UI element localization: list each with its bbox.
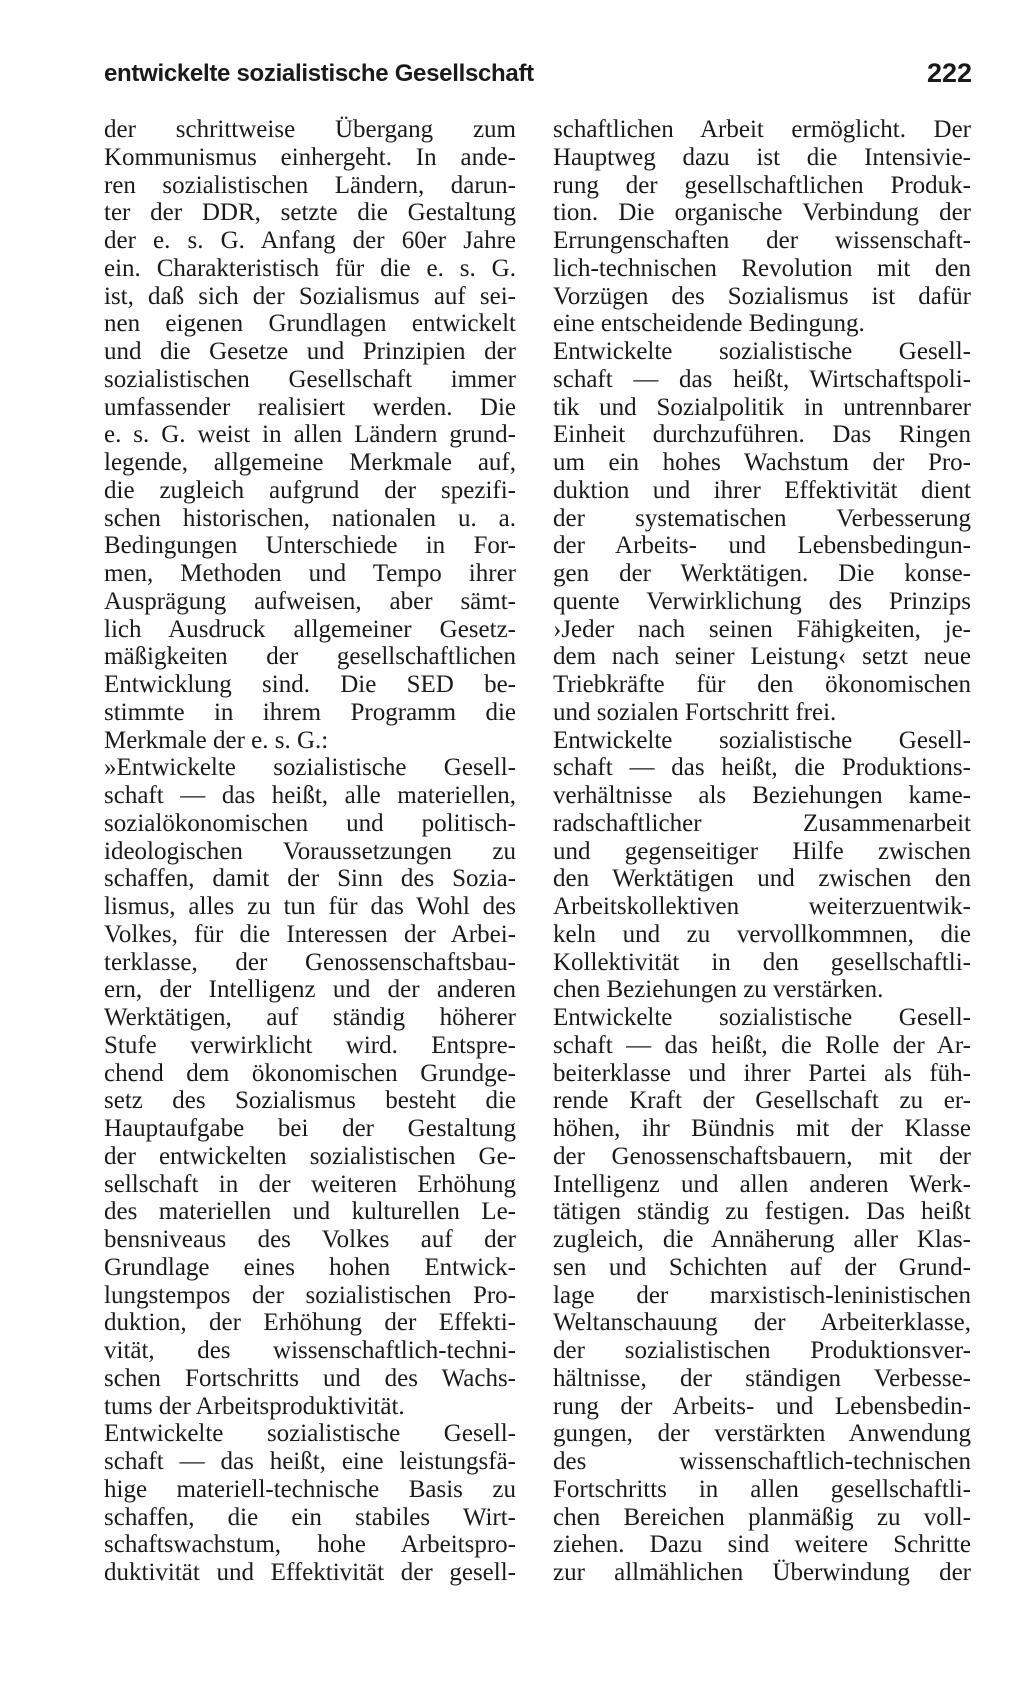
text-line: der sozialistischen Produktionsver- xyxy=(553,1337,971,1364)
text-line: des wissenschaftlich-technischen xyxy=(553,1448,971,1475)
text-line: schaft — das heißt, die Produktions- xyxy=(553,754,971,782)
left-text-column xyxy=(104,116,516,1587)
text-line: eine entscheidende Bedingung. xyxy=(553,310,865,338)
text-line: der e. s. G. Anfang der 60er Jahre xyxy=(104,227,516,254)
text-line: keln und zu vervollkommnen, die xyxy=(553,920,971,948)
text-line: tums der Arbeitsproduktivität. xyxy=(104,1392,405,1420)
text-line: der entwickelten sozialistischen Ge- xyxy=(104,1142,516,1170)
text-line: der Genossenschaftsbauern, mit der xyxy=(553,1142,971,1170)
text-line: sozialistischen Gesellschaft immer xyxy=(104,365,516,393)
text-line: Kommunismus einhergeht. In ande- xyxy=(104,143,516,171)
text-line: lismus, alles zu tun für das Wohl des xyxy=(104,893,516,920)
text-line: Kollektivität in den gesellschaftli- xyxy=(553,948,971,976)
text-line: schaftswachstum, hohe Arbeitspro- xyxy=(104,1531,516,1559)
text-line: Entwickelte sozialistische Gesell- xyxy=(553,726,971,754)
text-line: und gegenseitiger Hilfe zwischen xyxy=(553,837,971,865)
text-line: »Entwickelte sozialistische Gesell- xyxy=(104,754,516,782)
text-line: sellschaft in der weiteren Erhöhung xyxy=(104,1170,516,1198)
text-line: Entwicklung sind. Die SED be- xyxy=(104,671,516,698)
text-line: vität, des wissenschaftlich-techni- xyxy=(104,1337,516,1364)
text-line: terklasse, der Genossenschaftsbau- xyxy=(104,948,516,976)
text-line: schaft — das heißt, die Rolle der Ar- xyxy=(553,1031,971,1059)
text-line: legende, allgemeine Merkmale auf, xyxy=(104,449,516,476)
text-line: hältnisse, der ständigen Verbesse- xyxy=(553,1364,971,1392)
text-line: der systematischen Verbesserung xyxy=(553,504,971,532)
text-line: umfassender realisiert werden. Die xyxy=(104,393,516,421)
text-line: die zugleich aufgrund der spezifi- xyxy=(104,476,516,504)
text-line: Entwickelte sozialistische Gesell- xyxy=(104,1420,516,1448)
text-line: dem nach seiner Leistung‹ setzt neue xyxy=(553,643,971,671)
text-line: Volkes, für die Interessen der Arbei- xyxy=(104,920,516,948)
text-line: schen historischen, nationalen u. a. xyxy=(104,504,516,532)
text-line: men, Methoden und Tempo ihrer xyxy=(104,560,516,587)
text-line: tik und Sozialpolitik in untrennbarer xyxy=(553,393,971,421)
text-line: verhältnisse als Beziehungen kame- xyxy=(553,782,971,809)
text-line: zur allmählichen Überwindung der xyxy=(553,1559,971,1586)
text-line: lungstempos der sozialistischen Pro- xyxy=(104,1281,516,1309)
text-line: rung der gesellschaftlichen Produk- xyxy=(553,171,971,199)
text-line: bensniveaus des Volkes auf der xyxy=(104,1226,516,1253)
text-line: setz des Sozialismus besteht die xyxy=(104,1087,516,1115)
text-line: duktion und ihrer Effektivität dient xyxy=(553,476,971,504)
text-line: Triebkräfte für den ökonomischen xyxy=(553,671,971,698)
text-line: Einheit durchzuführen. Das Ringen xyxy=(553,421,971,449)
text-line: duktivität und Effektivität der gesell- xyxy=(104,1559,516,1586)
text-line: Merkmale der e. s. G.: xyxy=(104,726,329,754)
text-line: Errungenschaften der wissenschaft- xyxy=(553,227,971,254)
text-line: sen und Schichten auf der Grund- xyxy=(553,1253,971,1281)
text-line: chen Bereichen planmäßig zu voll- xyxy=(553,1503,971,1531)
text-line: Hauptaufgabe bei der Gestaltung xyxy=(104,1115,516,1142)
text-line: schaft — das heißt, Wirtschaftspoli- xyxy=(553,365,971,393)
text-line: Grundlage eines hohen Entwick- xyxy=(104,1253,516,1281)
text-line: Stufe verwirklicht wird. Entspre- xyxy=(104,1031,516,1059)
text-line: stimmte in ihrem Programm die xyxy=(104,698,516,726)
text-line: schaffen, die ein stabiles Wirt- xyxy=(104,1503,516,1531)
text-line: tion. Die organische Verbindung der xyxy=(553,199,971,227)
text-line: sozialökonomischen und politisch- xyxy=(104,809,516,837)
text-line: rende Kraft der Gesellschaft zu er- xyxy=(553,1087,971,1115)
text-line: hige materiell-technische Basis zu xyxy=(104,1475,516,1503)
text-line: Entwickelte sozialistische Gesell- xyxy=(553,338,971,365)
text-line: rung der Arbeits- und Lebensbedin- xyxy=(553,1392,971,1420)
text-line: gungen, der verstärkten Anwendung xyxy=(553,1420,971,1448)
text-line: Arbeitskollektiven weiterzuentwik- xyxy=(553,893,971,920)
text-line: Fortschritts in allen gesellschaftli- xyxy=(553,1475,971,1503)
text-line: zugleich, die Annäherung aller Klas- xyxy=(553,1226,971,1253)
text-line: gen der Werktätigen. Die konse- xyxy=(553,560,971,587)
text-line: Ausprägung aufweisen, aber sämt- xyxy=(104,587,516,615)
text-line: Werktätigen, auf ständig höherer xyxy=(104,1004,516,1031)
text-line: duktion, der Erhöhung der Effekti- xyxy=(104,1309,516,1337)
text-line: quente Verwirklichung des Prinzips xyxy=(553,587,971,615)
running-head: entwickelte sozialistische Gesellschaft xyxy=(104,60,534,87)
text-line: schaffen, damit der Sinn des Sozia- xyxy=(104,865,516,893)
right-text-column xyxy=(553,116,971,1587)
text-line: schaft — das heißt, eine leistungsfä- xyxy=(104,1448,516,1475)
text-line: der schrittweise Übergang zum xyxy=(104,116,516,143)
text-line: radschaftlicher Zusammenarbeit xyxy=(553,809,971,837)
text-line: Bedingungen Unterschiede in For- xyxy=(104,532,516,560)
text-line: um ein hohes Wachstum der Pro- xyxy=(553,449,971,476)
text-line: höhen, ihr Bündnis mit der Klasse xyxy=(553,1115,971,1142)
text-line: ist, daß sich der Sozialismus auf sei- xyxy=(104,282,516,310)
text-line: der Arbeits- und Lebensbedingun- xyxy=(553,532,971,560)
text-line: ern, der Intelligenz und der anderen xyxy=(104,976,516,1004)
text-line: ein. Charakteristisch für die e. s. G. xyxy=(104,254,516,282)
text-line: ideologischen Voraussetzungen zu xyxy=(104,837,516,865)
text-line: Entwickelte sozialistische Gesell- xyxy=(553,1004,971,1031)
text-line: des materiellen und kulturellen Le- xyxy=(104,1198,516,1226)
text-line: mäßigkeiten der gesellschaftlichen xyxy=(104,643,516,671)
text-line: Hauptweg dazu ist die Intensivie- xyxy=(553,143,971,171)
text-line: lage der marxistisch-leninistischen xyxy=(553,1281,971,1309)
text-line: schen Fortschritts und des Wachs- xyxy=(104,1364,516,1392)
text-line: Intelligenz und allen anderen Werk- xyxy=(553,1170,971,1198)
text-line: und sozialen Fortschritt frei. xyxy=(553,698,837,726)
text-line: schaftlichen Arbeit ermöglicht. Der xyxy=(553,116,971,143)
text-line: beiterklasse und ihrer Partei als füh- xyxy=(553,1059,971,1087)
text-line: lich-technischen Revolution mit den xyxy=(553,254,971,282)
text-line: Weltanschauung der Arbeiterklasse, xyxy=(553,1309,971,1337)
text-line: e. s. G. weist in allen Ländern grund- xyxy=(104,421,516,449)
text-line: ziehen. Dazu sind weitere Schritte xyxy=(553,1531,971,1559)
text-line: schaft — das heißt, alle materiellen, xyxy=(104,782,516,809)
text-line: ren sozialistischen Ländern, darun- xyxy=(104,171,516,199)
text-line: ter der DDR, setzte die Gestaltung xyxy=(104,199,516,227)
page-number: 222 xyxy=(926,58,972,88)
text-line: und die Gesetze und Prinzipien der xyxy=(104,338,516,365)
text-line: den Werktätigen und zwischen den xyxy=(553,865,971,893)
text-line: ›Jeder nach seinen Fähigkeiten, je- xyxy=(553,615,971,643)
text-line: lich Ausdruck allgemeiner Gesetz- xyxy=(104,615,516,643)
text-line: tätigen ständig zu festigen. Das heißt xyxy=(553,1198,971,1226)
page-header xyxy=(104,60,972,100)
text-line: chen Beziehungen zu verstärken. xyxy=(553,976,884,1004)
text-line: nen eigenen Grundlagen entwickelt xyxy=(104,310,516,338)
text-line: chend dem ökonomischen Grundge- xyxy=(104,1059,516,1087)
text-line: Vorzügen des Sozialismus ist dafür xyxy=(553,282,971,310)
